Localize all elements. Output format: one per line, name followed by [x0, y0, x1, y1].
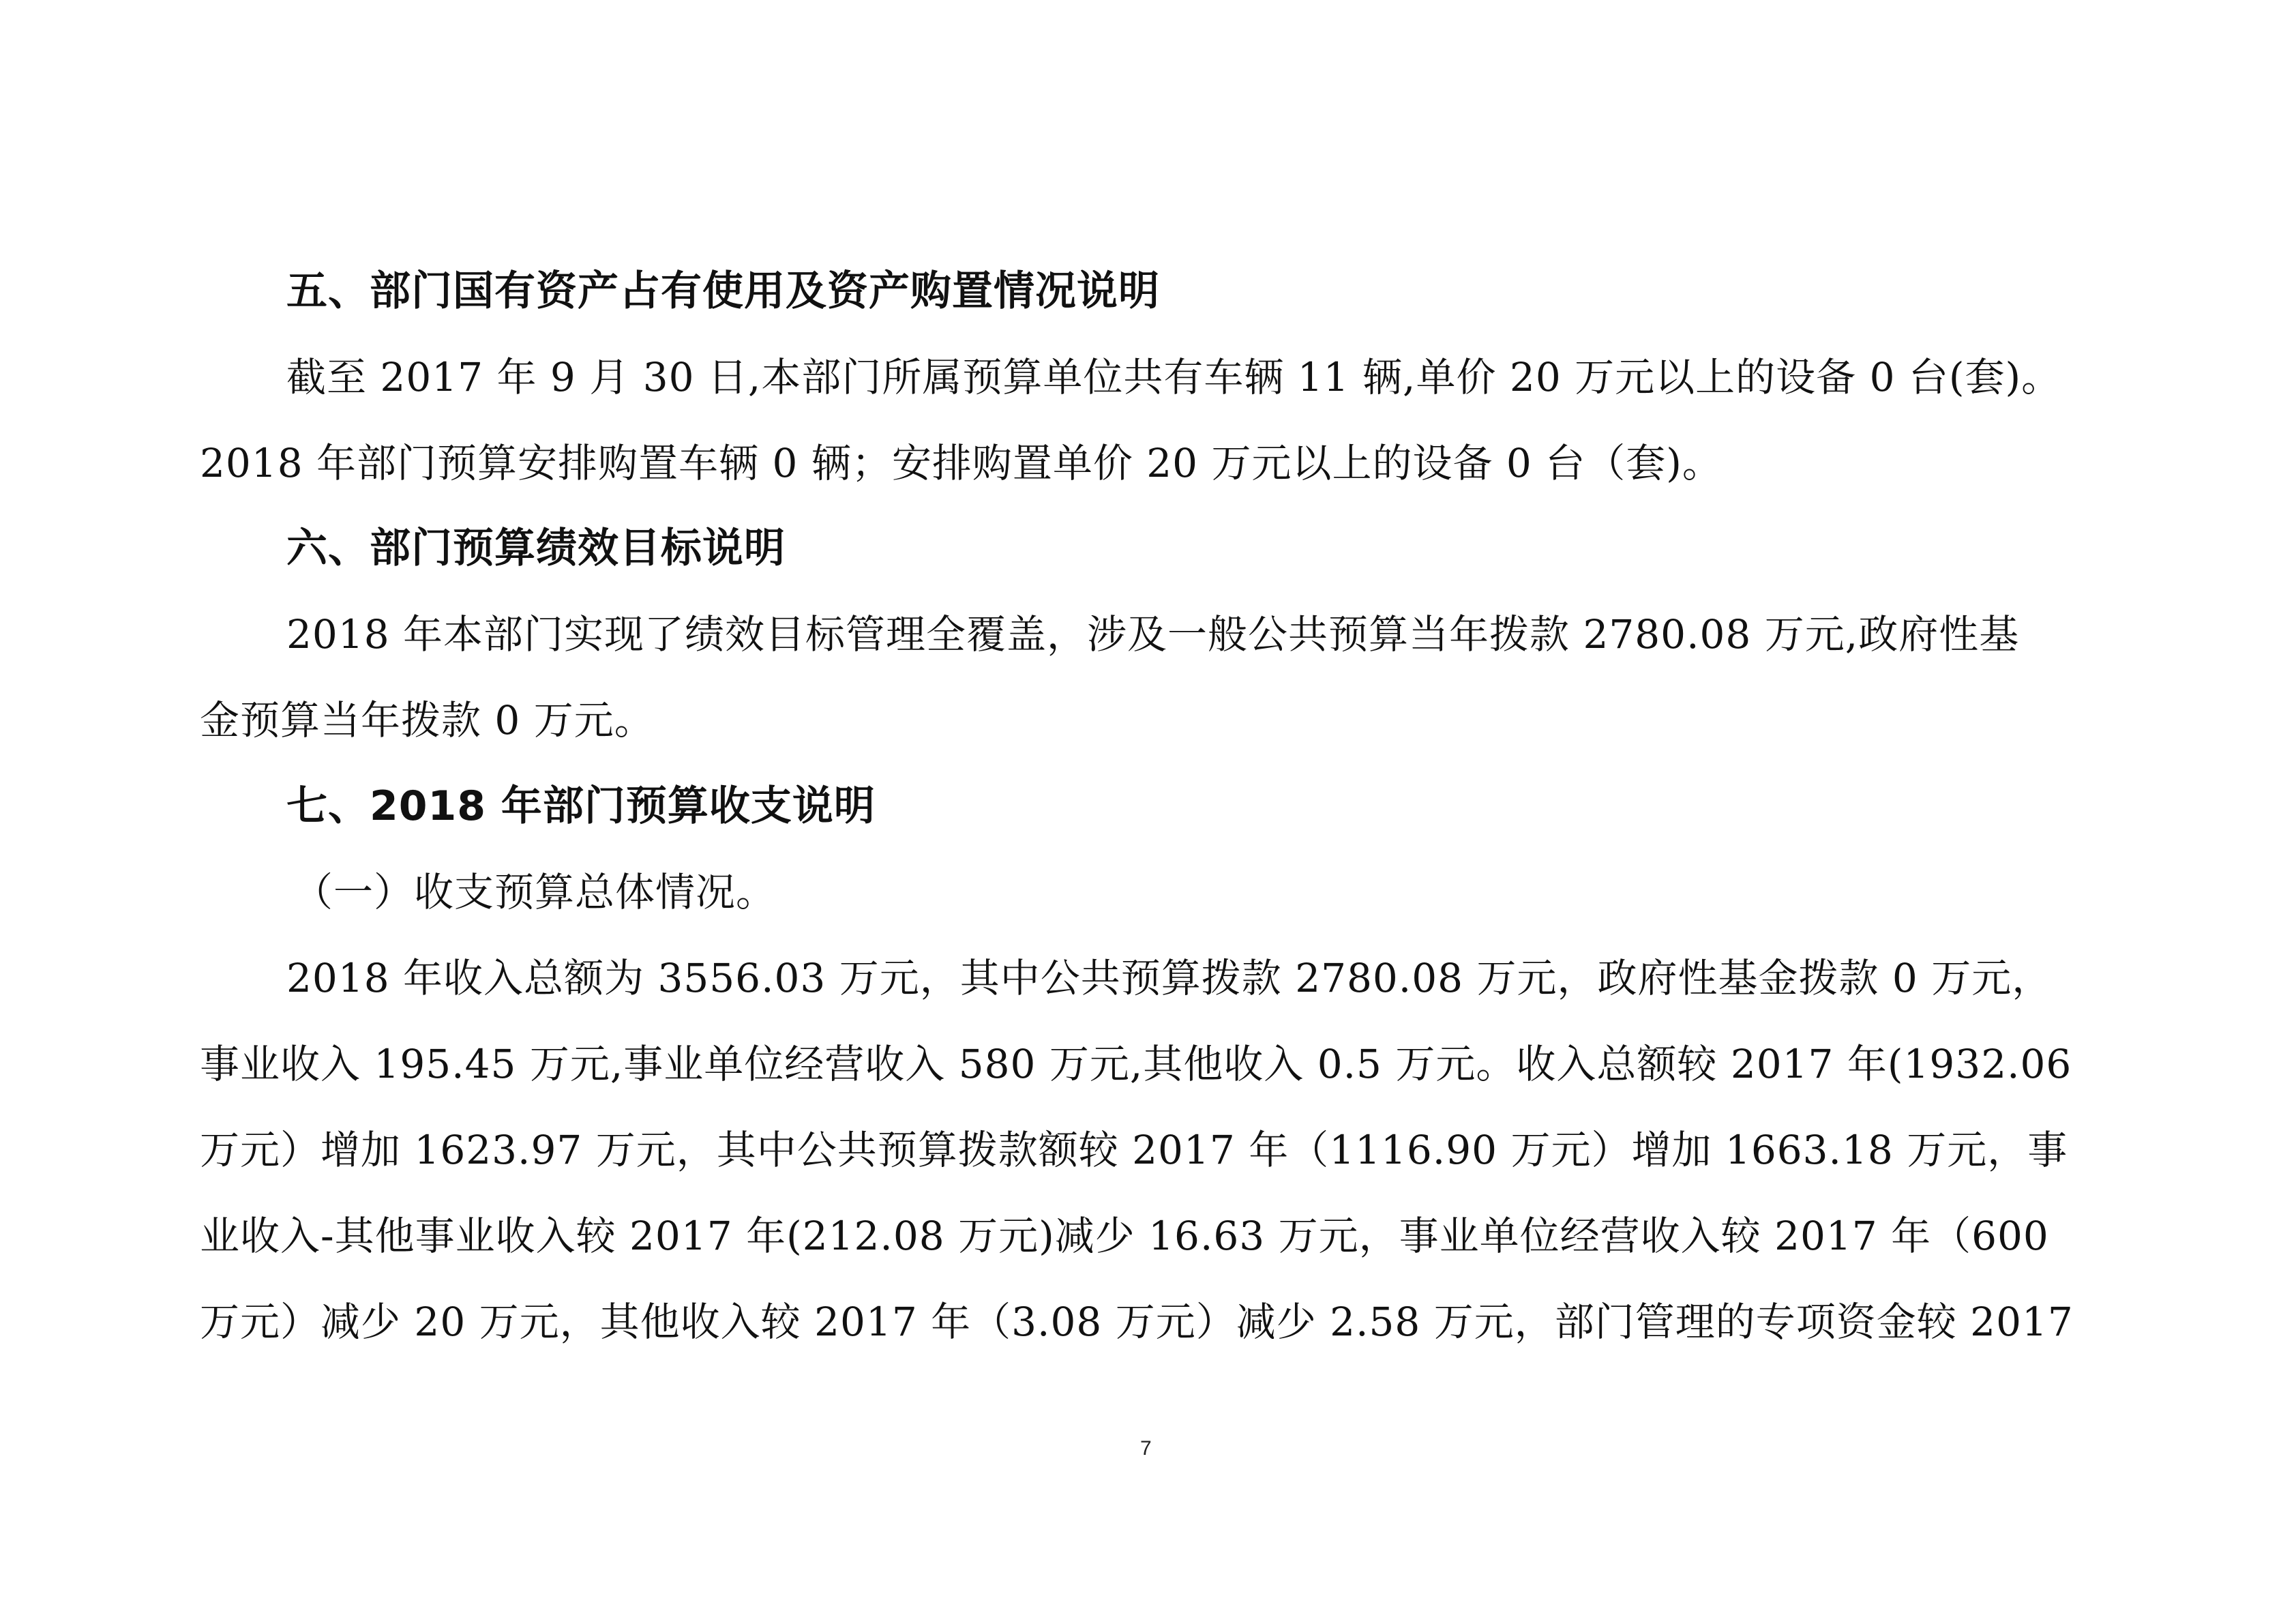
- section-7-paragraph-line-4: 业收入-其他事业收入较 2017 年(212.08 万元)减少 16.63 万元，事业单位经营收入较 2017 年（600: [200, 1213, 2049, 1259]
- section-6-paragraph-line-2: 金预算当年拨款 0 万元。: [200, 697, 655, 743]
- section-5-paragraph-line-1: 截至 2017 年 9 月 30 日,本部门所属预算单位共有车辆 11 辆,单价 20 万元以上的设备 0 台(套)。: [286, 354, 2062, 400]
- section-7-heading: 七、2018 年部门预算收支说明: [286, 782, 876, 830]
- section-7-subheading: （一）收支预算总体情况。: [293, 869, 777, 915]
- section-7-paragraph-line-5: 万元）减少 20 万元，其他收入较 2017 年（3.08 万元）减少 2.58 万元，部门管理的专项资金较 2017: [200, 1299, 2074, 1345]
- section-7-paragraph-line-1: 2018 年收入总额为 3556.03 万元，其中公共预算拨款 2780.08 万元，政府性基金拨款 0 万元，: [286, 955, 2053, 1001]
- section-5-heading: 五、部门国有资产占有使用及资产购置情况说明: [286, 267, 1160, 315]
- page-number: 7: [1140, 1437, 1152, 1460]
- section-6-heading: 六、部门预算绩效目标说明: [286, 525, 786, 572]
- section-5-paragraph-line-2: 2018 年部门预算安排购置车辆 0 辆；安排购置单价 20 万元以上的设备 0 台（套)。: [200, 440, 1723, 486]
- section-7-paragraph-line-3: 万元）增加 1623.97 万元，其中公共预算拨款额较 2017 年（1116.90 万元）增加 1663.18 万元，事: [200, 1127, 2068, 1173]
- section-7-paragraph-line-2: 事业收入 195.45 万元,事业单位经营收入 580 万元,其他收入 0.5 万元。收入总额较 2017 年(1932.06: [200, 1041, 2072, 1087]
- section-6-paragraph-line-1: 2018 年本部门实现了绩效目标管理全覆盖，涉及一般公共预算当年拨款 2780.08 万元,政府性基: [286, 611, 2020, 658]
